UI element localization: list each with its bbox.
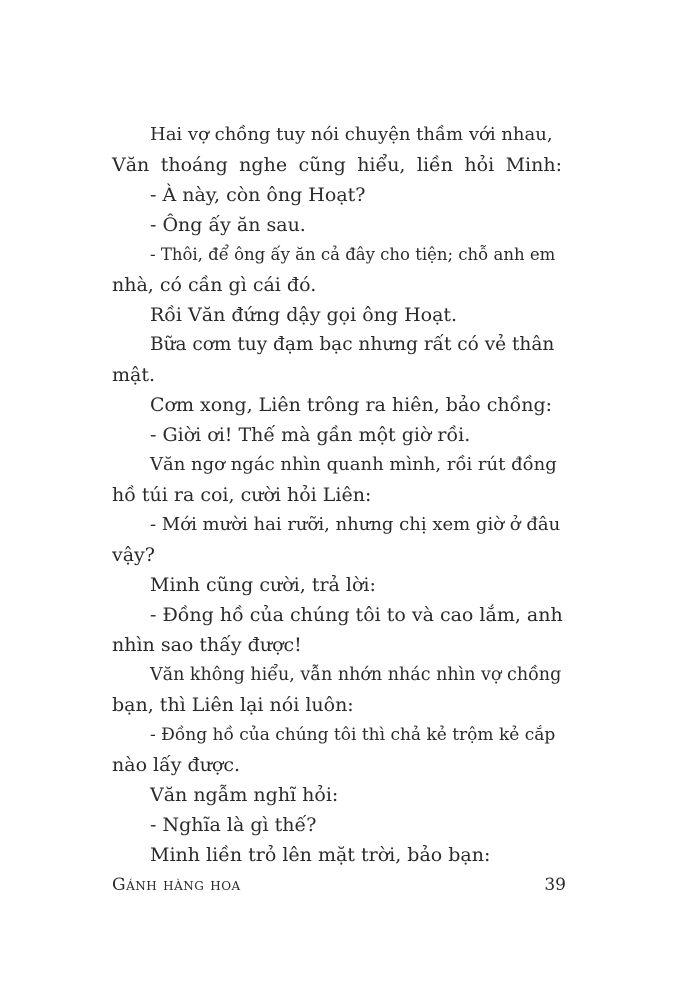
text-line: hồ túi ra coi, cười hỏi Liên: [112,484,372,506]
page-number: 39 [544,875,566,895]
text-line: Văn ngơ ngác nhìn quanh mình, rồi rút đồng [150,454,557,475]
text-line: mật. [112,364,156,386]
text-line: Hai vợ chồng tuy nói chuyện thầm với nhau, [150,124,553,145]
text-line: - Đồng hồ của chúng tôi to và cao lắm, anh [150,604,563,626]
text-line: Văn thoáng nghe cũng hiểu, liền hỏi Minh: [112,154,562,176]
text-line: - Thôi, để ông ấy ăn cả đây cho tiện; chỗ anh em [150,245,556,264]
page-footer [112,872,566,898]
text-line: - Ông ấy ăn sau. [150,214,306,236]
text-line: vậy? [112,544,155,566]
text-line: nhìn sao thấy được! [112,634,302,656]
text-line: - Nghĩa là gì thế? [150,814,317,836]
text-line: Minh liền trỏ lên mặt trời, bảo bạn: [150,844,491,866]
text-line: - À này, còn ông Hoạt? [150,184,366,206]
text-line: Rồi Văn đứng dậy gọi ông Hoạt. [150,304,458,326]
text-line: Cơm xong, Liên trông ra hiên, bảo chồng: [150,394,553,416]
text-line: bạn, thì Liên lại nói luôn: [112,694,354,716]
text-line: Minh cũng cười, trả lời: [150,574,376,596]
text-line: Văn ngẫm nghĩ hỏi: [150,784,339,806]
text-line: Bữa cơm tuy đạm bạc nhưng rất có vẻ thân [150,334,555,355]
running-title: Gánh hàng hoa [112,875,241,895]
text-line: - Đồng hồ của chúng tôi thì chả kẻ trộm kẻ cắp [150,725,556,745]
text-line: - Giời ơi! Thế mà gần một giờ rồi. [150,424,471,446]
text-line: - Mới mười hai rưỡi, nhưng chị xem giờ ở đâu [150,514,561,535]
text-line: nào lấy được. [112,754,241,776]
body-text [112,120,562,870]
text-line: Văn không hiểu, vẫn nhớn nhác nhìn vợ chồng [150,665,562,685]
text-line: nhà, có cần gì cái đó. [112,274,317,296]
